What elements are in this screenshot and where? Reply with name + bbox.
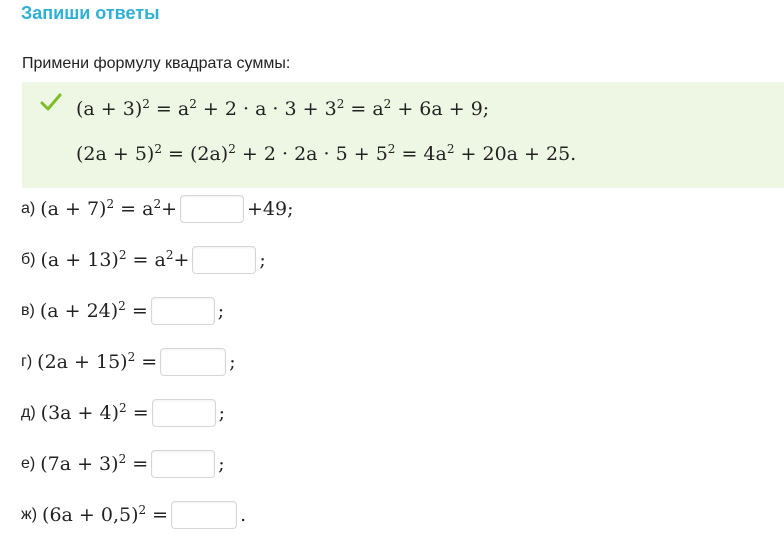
task-label: б) — [21, 251, 36, 268]
task-expr-text: (a + 13) — [40, 249, 119, 271]
task-expression — [40, 300, 148, 322]
answer-input-d[interactable] — [152, 399, 216, 427]
task-equals: = — [135, 351, 158, 373]
task-suffix: ; — [218, 453, 225, 475]
task-g — [21, 344, 236, 380]
example-line-2-tail2: = 4a — [395, 143, 447, 165]
task-label: д) — [21, 404, 36, 421]
task-expression — [37, 351, 157, 373]
task-zh — [21, 497, 246, 533]
task-suffix: ; — [217, 300, 225, 322]
task-label: в) — [21, 302, 35, 319]
example-line-1-end: + 6a + 9; — [391, 98, 490, 120]
task-b — [21, 242, 266, 278]
task-label: а) — [21, 200, 36, 217]
checkmark-icon — [40, 92, 62, 114]
exponent: 2 — [387, 142, 396, 156]
task-expression — [41, 249, 190, 271]
task-d — [21, 395, 225, 431]
exponent: 2 — [127, 350, 136, 364]
task-expression — [41, 402, 149, 424]
task-expr-text: (3a + 4) — [40, 402, 120, 424]
task-expr-text: (a + 24) — [39, 300, 119, 322]
example-line-2-rest: = (2a) — [161, 143, 229, 165]
answer-input-e[interactable] — [151, 450, 215, 478]
exponent: 2 — [154, 142, 162, 156]
answer-input-zh[interactable] — [171, 501, 237, 529]
exponent: 2 — [118, 452, 127, 466]
task-suffix: ; — [218, 402, 226, 424]
exponent: 2 — [118, 299, 126, 313]
task-expression — [40, 198, 177, 220]
exponent: 2 — [228, 142, 236, 156]
task-equals: = — [146, 504, 169, 526]
task-expr-text: (a + 7) — [40, 198, 107, 220]
task-equals: = — [125, 300, 148, 322]
exponent: 2 — [118, 248, 127, 262]
task-equals: = a — [126, 249, 166, 271]
task-equals: = a — [114, 198, 154, 220]
answer-input-b[interactable] — [192, 246, 256, 274]
example-line-1-rest: = a — [149, 98, 190, 120]
task-label: ж) — [21, 506, 38, 523]
example-line-2-tail: + 2 · 2a · 5 + 5 — [235, 143, 388, 165]
task-expr-text: (7a + 3) — [40, 453, 119, 475]
task-label: г) — [21, 353, 33, 370]
task-suffix: ; — [259, 249, 266, 271]
task-a — [21, 191, 294, 227]
example-line-1-tail2: = a — [344, 98, 384, 120]
task-equals: = — [126, 402, 149, 424]
exponent: 2 — [336, 97, 345, 111]
task-plus: + — [161, 198, 178, 220]
task-plus: + — [173, 249, 190, 271]
task-equals: = — [126, 453, 149, 475]
example-line-1-main: (a + 3) — [76, 98, 143, 120]
exponent: 2 — [165, 248, 174, 262]
exponent: 2 — [142, 97, 150, 111]
task-v — [21, 293, 224, 329]
exponent: 2 — [138, 503, 147, 517]
answer-input-g[interactable] — [160, 348, 226, 376]
example-line-1 — [76, 98, 489, 120]
task-expr-text: (2a + 15) — [37, 351, 128, 373]
exponent: 2 — [446, 142, 455, 156]
example-box — [22, 82, 784, 188]
task-expression — [40, 453, 148, 475]
task-expr-text: (6a + 0,5) — [42, 504, 139, 526]
exponent: 2 — [106, 197, 115, 211]
exponent: 2 — [383, 97, 392, 111]
answer-input-v[interactable] — [151, 297, 215, 325]
example-line-2-end: + 20a + 25. — [454, 143, 577, 165]
task-expression — [42, 504, 168, 526]
example-line-1-tail: + 2 · a · 3 + 3 — [196, 98, 337, 120]
title: Запиши ответы — [21, 3, 160, 23]
exponent: 2 — [119, 401, 127, 415]
exponent: 2 — [153, 197, 162, 211]
task-suffix: ; — [229, 351, 236, 373]
exponent: 2 — [189, 97, 197, 111]
answer-input-a[interactable] — [180, 195, 244, 223]
task-suffix: . — [240, 504, 247, 526]
task-label: е) — [21, 455, 36, 472]
task-e — [21, 446, 225, 482]
example-line-2-main: (2a + 5) — [76, 143, 155, 165]
task-suffix: +49; — [247, 198, 294, 220]
example-line-2 — [76, 143, 576, 165]
instruction: Примени формулу квадрата суммы: — [22, 55, 291, 72]
